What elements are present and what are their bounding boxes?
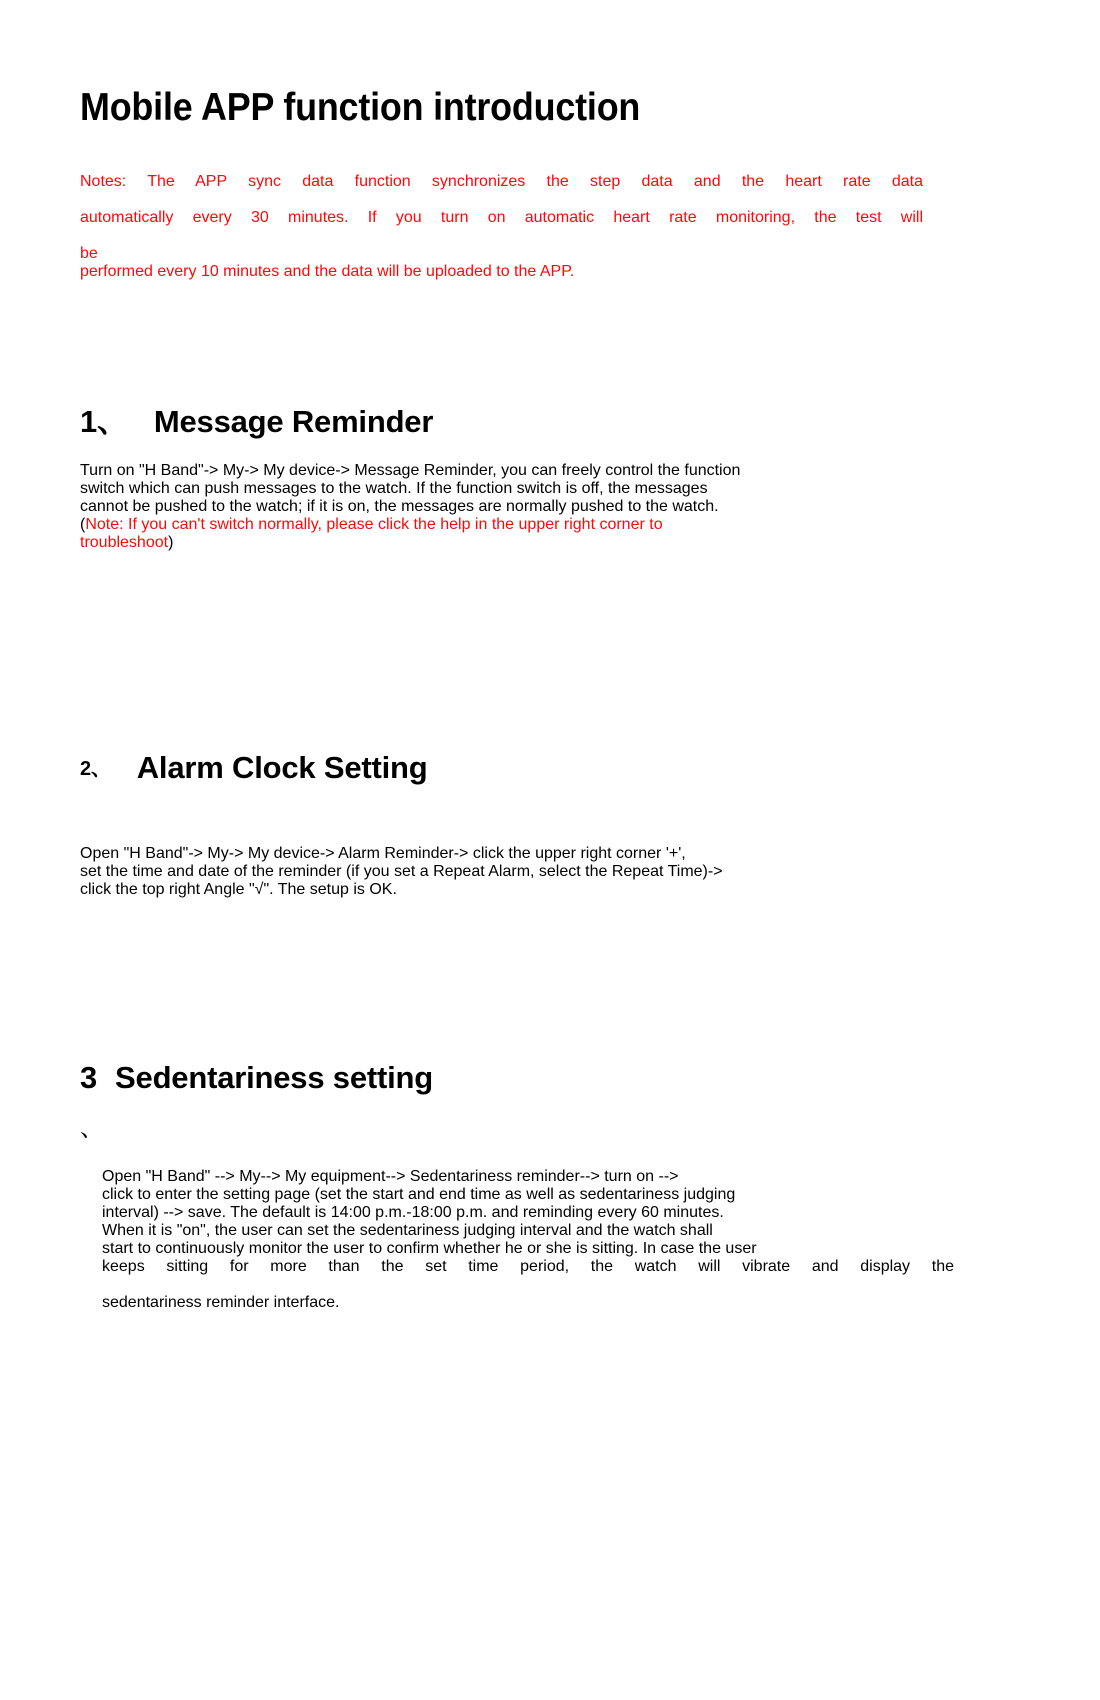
section-3-body [102, 1168, 954, 1312]
section-3-number: 3 [80, 1060, 98, 1095]
section-1-body [80, 462, 925, 552]
note-close-paren: ) [168, 534, 174, 551]
page-title: Mobile APP function introduction [80, 86, 641, 129]
section-1-number: 1 [80, 404, 98, 439]
section-3-body-line-2: click to enter the setting page (set the start and end time as well as sedentariness judging [102, 1186, 736, 1203]
section-1-separator: 、 [97, 404, 128, 439]
section-2-number: 2 [80, 758, 91, 780]
section-2-body-line-1: Open "H Band"-> My-> My device-> Alarm Reminder-> click the upper right corner '+', [80, 845, 686, 862]
notes-line-4: performed every 10 minutes and the data will be uploaded to the APP. [80, 263, 575, 280]
section-1-heading-label: Message Reminder [153, 404, 434, 439]
section-3-body-line-6: keeps sitting for more than the set time period, the watch will vibrate and display the [102, 1258, 954, 1275]
section-1-body-line-3: cannot be pushed to the watch; if it is on, the messages are normally pushed to the watch. [80, 498, 719, 515]
section-3-heading [80, 1060, 433, 1096]
section-2-heading-label: Alarm Clock Setting [136, 750, 428, 785]
notes-line-3: be [80, 245, 98, 262]
section-3-body-line-7: sedentariness reminder interface. [102, 1294, 340, 1311]
section-2-body [80, 845, 940, 899]
section-2-heading [80, 750, 428, 786]
note-red-text-2: troubleshoot [80, 534, 169, 551]
section-2-body-line-2: set the time and date of the reminder (if you set a Repeat Alarm, select the Repeat Time)-> [80, 863, 723, 880]
note-open-paren: ( [80, 516, 86, 533]
section-3-body-line-4: When it is "on", the user can set the sedentariness judging interval and the watch shall [102, 1222, 713, 1239]
notes-paragraph [80, 173, 923, 281]
section-1-note-line-2 [80, 534, 925, 552]
section-1-body-line-1: Turn on "H Band"-> My-> My device-> Message Reminder, you can freely control the function [80, 462, 741, 479]
section-3-stray-mark: 、 [80, 1115, 104, 1141]
section-3-body-line-5: start to continuously monitor the user to confirm whether he or she is sitting. In case the user [102, 1240, 757, 1257]
section-1-heading [80, 396, 433, 441]
section-2-separator: 、 [90, 758, 111, 780]
notes-line-2: automatically every 30 minutes. If you turn on automatic heart rate monitoring, the test will [80, 209, 923, 226]
section-3-body-line-1: Open "H Band" --> My--> My equipment--> Sedentariness reminder--> turn on --> [102, 1168, 679, 1185]
section-1-body-line-2: switch which can push messages to the watch. If the function switch is off, the messages [80, 480, 708, 497]
section-1-note-line-1 [80, 516, 925, 534]
section-2-body-line-3: click the top right Angle "√". The setup is OK. [80, 881, 397, 898]
note-red-text-1: Note: If you can't switch normally, please click the help in the upper right corner to [85, 516, 663, 533]
section-3-body-line-3: interval) --> save. The default is 14:00 p.m.-18:00 p.m. and reminding every 60 minutes. [102, 1204, 724, 1221]
notes-line-1: Notes: The APP sync data function synchronizes the step data and the heart rate data [80, 173, 923, 190]
section-3-heading-label: Sedentariness setting [115, 1060, 434, 1095]
